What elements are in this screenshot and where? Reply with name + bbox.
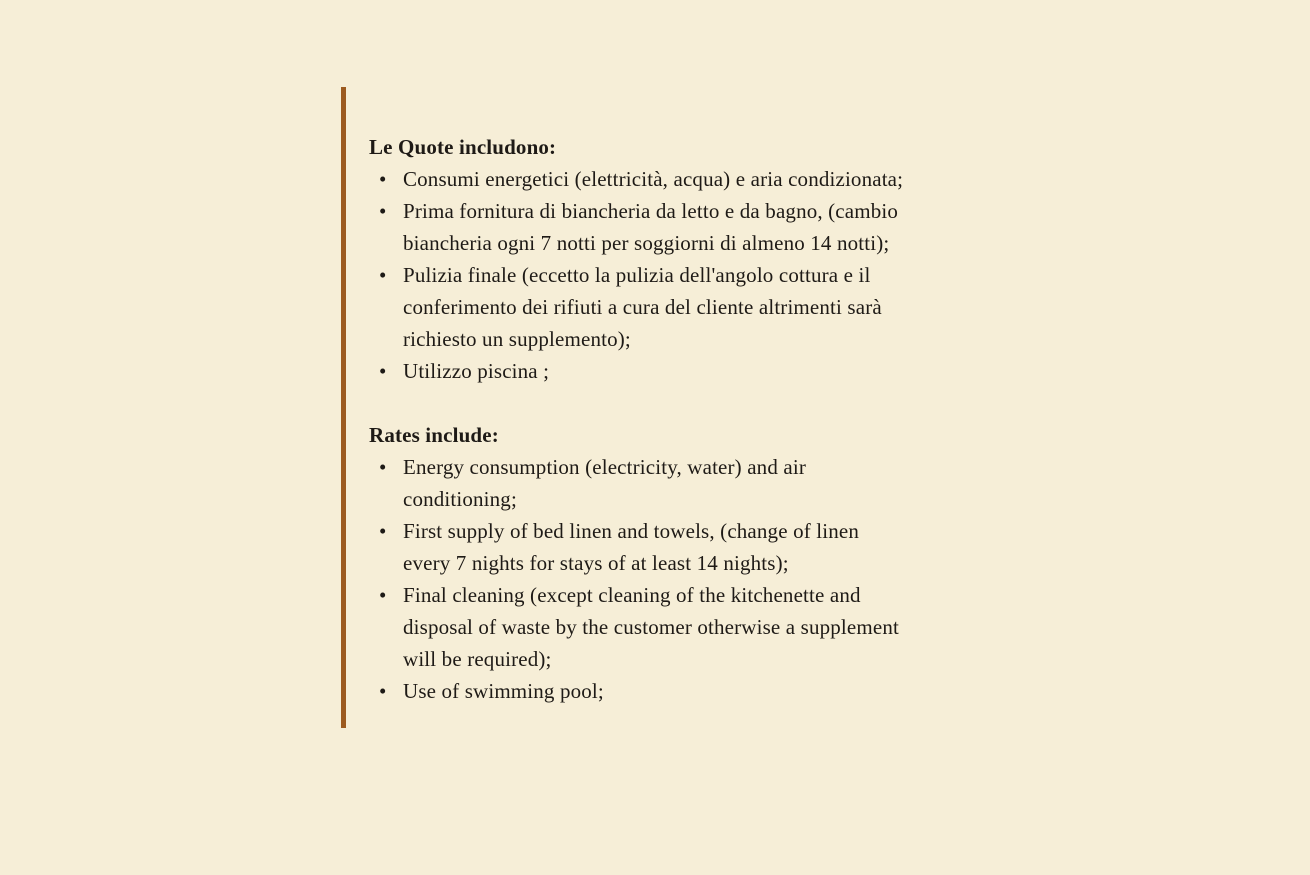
item-text: richiesto un supplemento); [403,327,631,351]
item-text: Consumi energetici (elettricità, acqua) e aria condizionata; [403,167,904,191]
bullet-icon: • [379,199,387,223]
bullet-icon: • [379,519,387,543]
section-spacer [369,387,1049,419]
rates-content [369,131,1049,707]
italian-heading: Le Quote includono: [369,135,557,159]
bullet-icon: • [379,583,387,607]
item-text: Use of swimming pool; [403,679,604,703]
item-text: biancheria ogni 7 notti per soggiorni di almeno 14 notti); [403,231,890,255]
bullet-icon: • [379,679,387,703]
accent-bar [341,87,346,728]
item-text: Pulizia finale (eccetto la pulizia dell'angolo cottura e il [403,263,871,287]
item-text: Utilizzo piscina ; [403,359,550,383]
item-text: will be required); [403,647,552,671]
list-item [369,579,1049,675]
bullet-icon: • [379,263,387,287]
item-text: every 7 nights for stays of at least 14 nights); [403,551,789,575]
item-text: Final cleaning (except cleaning of the kitchenette and [403,583,861,607]
list-item [369,259,1049,355]
english-list [369,451,1049,707]
item-text: conditioning; [403,487,517,511]
italian-list [369,163,1049,387]
list-item [369,515,1049,579]
list-item [369,163,1049,195]
list-item [369,675,1049,707]
list-item [369,451,1049,515]
bullet-icon: • [379,455,387,479]
bullet-icon: • [379,167,387,191]
english-heading: Rates include: [369,423,499,447]
list-item [369,195,1049,259]
bullet-icon: • [379,359,387,383]
list-item [369,355,1049,387]
item-text: disposal of waste by the customer otherwise a supplement [403,615,899,639]
item-text: conferimento dei rifiuti a cura del cliente altrimenti sarà [403,295,882,319]
item-text: Energy consumption (electricity, water) and air [403,455,806,479]
item-text: Prima fornitura di biancheria da letto e da bagno, (cambio [403,199,899,223]
item-text: First supply of bed linen and towels, (change of linen [403,519,860,543]
